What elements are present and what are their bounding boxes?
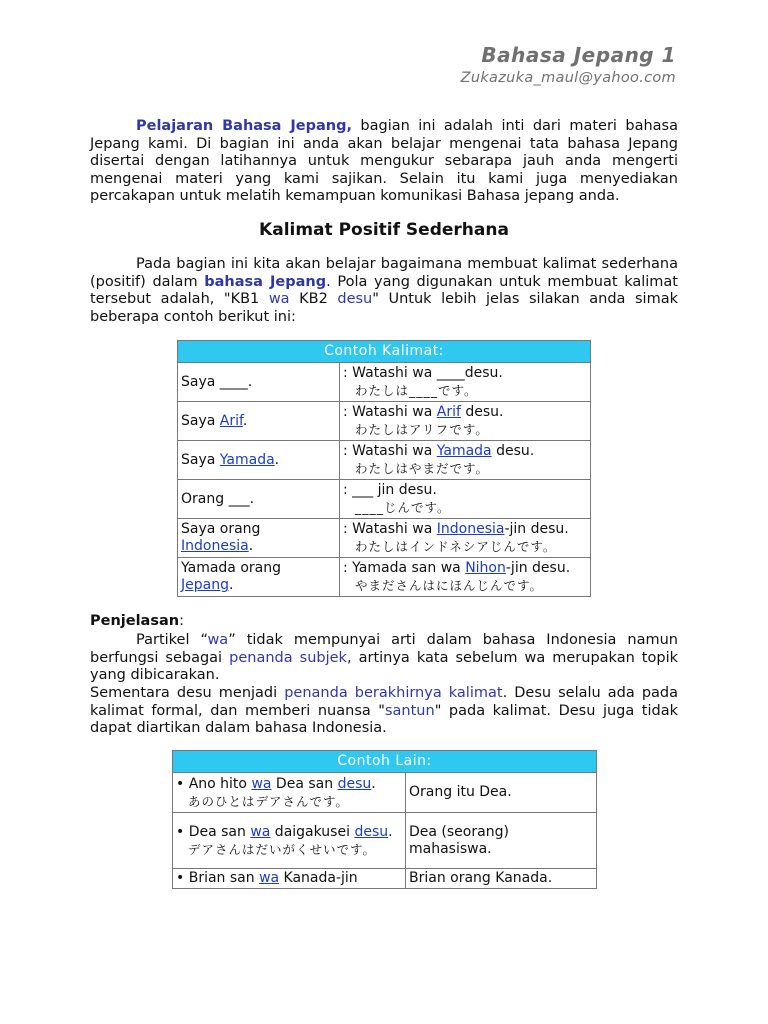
link-wa[interactable]: wa [251,775,272,792]
author-email: Zukazuka_maul@yahoo.com [460,70,676,86]
explanation-paragraph-2: Sementara desu menjadi penanda berakhirnya kalimat. Desu selalu ada pada kalimat formal, dan memberi nuansa "santun" pada kalimat. Desu juga tidak dapat diartikan dalam bahasa Indonesia. [90,685,679,737]
santun-term: santun [384,702,435,719]
indonesian-cell: Saya Yamada. [178,441,340,480]
example-table-header: Contoh Kalimat: [178,341,591,363]
link-desu[interactable]: desu [337,775,372,792]
other-examples-table [172,750,597,889]
link-jepang[interactable]: Jepang [181,577,229,593]
page-header [461,42,676,88]
table-row [178,363,591,402]
table-row [173,813,597,869]
pattern-desu: desu [337,291,373,308]
japanese-cell: : ___ jin desu. ____じんです。 [340,480,591,519]
sentence-end-marker-term: penanda berakhirnya kalimat [284,685,503,701]
pattern-paragraph [90,256,678,326]
page-title: Bahasa Jepang 1 [481,43,676,67]
indonesian-cell: Saya ____. [178,363,340,402]
japanese-cell: : Watashi wa Arif desu. わたしはアリフです。 [340,402,591,441]
indonesian-cell: Saya orang Indonesia. [178,519,340,558]
japanese-cell: : Watashi wa Yamada desu. わたしはやまだです。 [340,441,591,480]
pattern-text-c: . Pola yang digunakan untuk membuat kalimat tersebut adalah, "KB1 [90,273,678,308]
translation-cell: Brian orang Kanada. [406,869,597,889]
section-title: Kalimat Positif Sederhana [259,220,509,240]
indonesian-cell: Saya Arif. [178,402,340,441]
pattern-bahasa-jepang: bahasa Jepang [204,273,327,290]
link-nihon[interactable]: Nihon [465,560,506,576]
link-wa[interactable]: wa [259,870,280,886]
penjelasan-heading: Penjelasan: [90,613,184,629]
link-yamada-jp[interactable]: Yamada [436,443,492,459]
table-row [178,519,591,558]
pattern-wa: wa [268,291,290,308]
example-cell: • Dea san wa daigakusei desu. デアさんはだいがくせいです。 [173,813,406,869]
link-desu[interactable]: desu [354,823,389,840]
indonesian-cell: Orang ___. [178,480,340,519]
example-cell: • Ano hito wa Dea san desu. あのひとはデアさんです。 [173,773,406,813]
intro-lead: Pelajaran Bahasa Jepang, [136,118,352,134]
japanese-cell: : Watashi wa Indonesia-jin desu. わたしはインドネシアじんです。 [340,519,591,558]
translation-cell: Orang itu Dea. [406,773,597,813]
link-arif[interactable]: Arif [219,412,243,429]
pattern-text-a: Pada bagian ini kita akan belajar bagaimana membuat kalimat sederhana (positif) dalam [90,256,678,290]
link-yamada[interactable]: Yamada [219,451,275,468]
table-row [173,773,597,813]
table-row [178,480,591,519]
link-wa[interactable]: wa [250,823,271,840]
table-row [173,869,597,889]
explanation-paragraph-1: Partikel “wa” tidak mempunyai arti dalam bahasa Indonesia namun berfungsi sebagai penanda subjek, artinya kata sebelum wa merupakan topik yang dibicarakan. [90,632,678,684]
link-arif-jp[interactable]: Arif [436,404,461,420]
japanese-cell: : Watashi wa ____desu. わたしは____です。 [340,363,591,402]
pattern-text-e: KB2 [289,291,338,308]
subject-marker-term: penanda subjek [229,649,347,666]
intro-paragraph [90,118,678,206]
other-examples-header: Contoh Lain: [173,751,597,773]
pattern-text-g: " Untuk lebih jelas silakan anda simak beberapa contoh berikut ini: [90,291,678,325]
link-indonesia[interactable]: Indonesia [181,538,249,554]
intro-text: bagian ini adalah inti dari materi bahasa Jepang kami. Di bagian ini anda akan belajar mengenai tata bahasa Jepang disertai dengan latihannya untuk mengukur sebarapa jauh anda mengerti mengenai materi yang kami sajikan. Selain itu kami juga menyediakan percakapan untuk melatih kemampuan komunikasi Bahasa jepang anda. [90,118,678,205]
table-row [178,558,591,597]
translation-cell: Dea (seorang) mahasiswa. [406,813,597,869]
table-row [178,441,591,480]
link-indonesia-jp[interactable]: Indonesia [436,521,505,537]
example-cell: • Brian san wa Kanada-jin [173,869,406,889]
japanese-cell: : Yamada san wa Nihon-jin desu. やまださんはにほんじんです。 [340,558,591,597]
table-row [178,402,591,441]
example-table [177,340,591,597]
indonesian-cell: Yamada orang Jepang. [178,558,340,597]
wa-term: wa [207,632,229,648]
